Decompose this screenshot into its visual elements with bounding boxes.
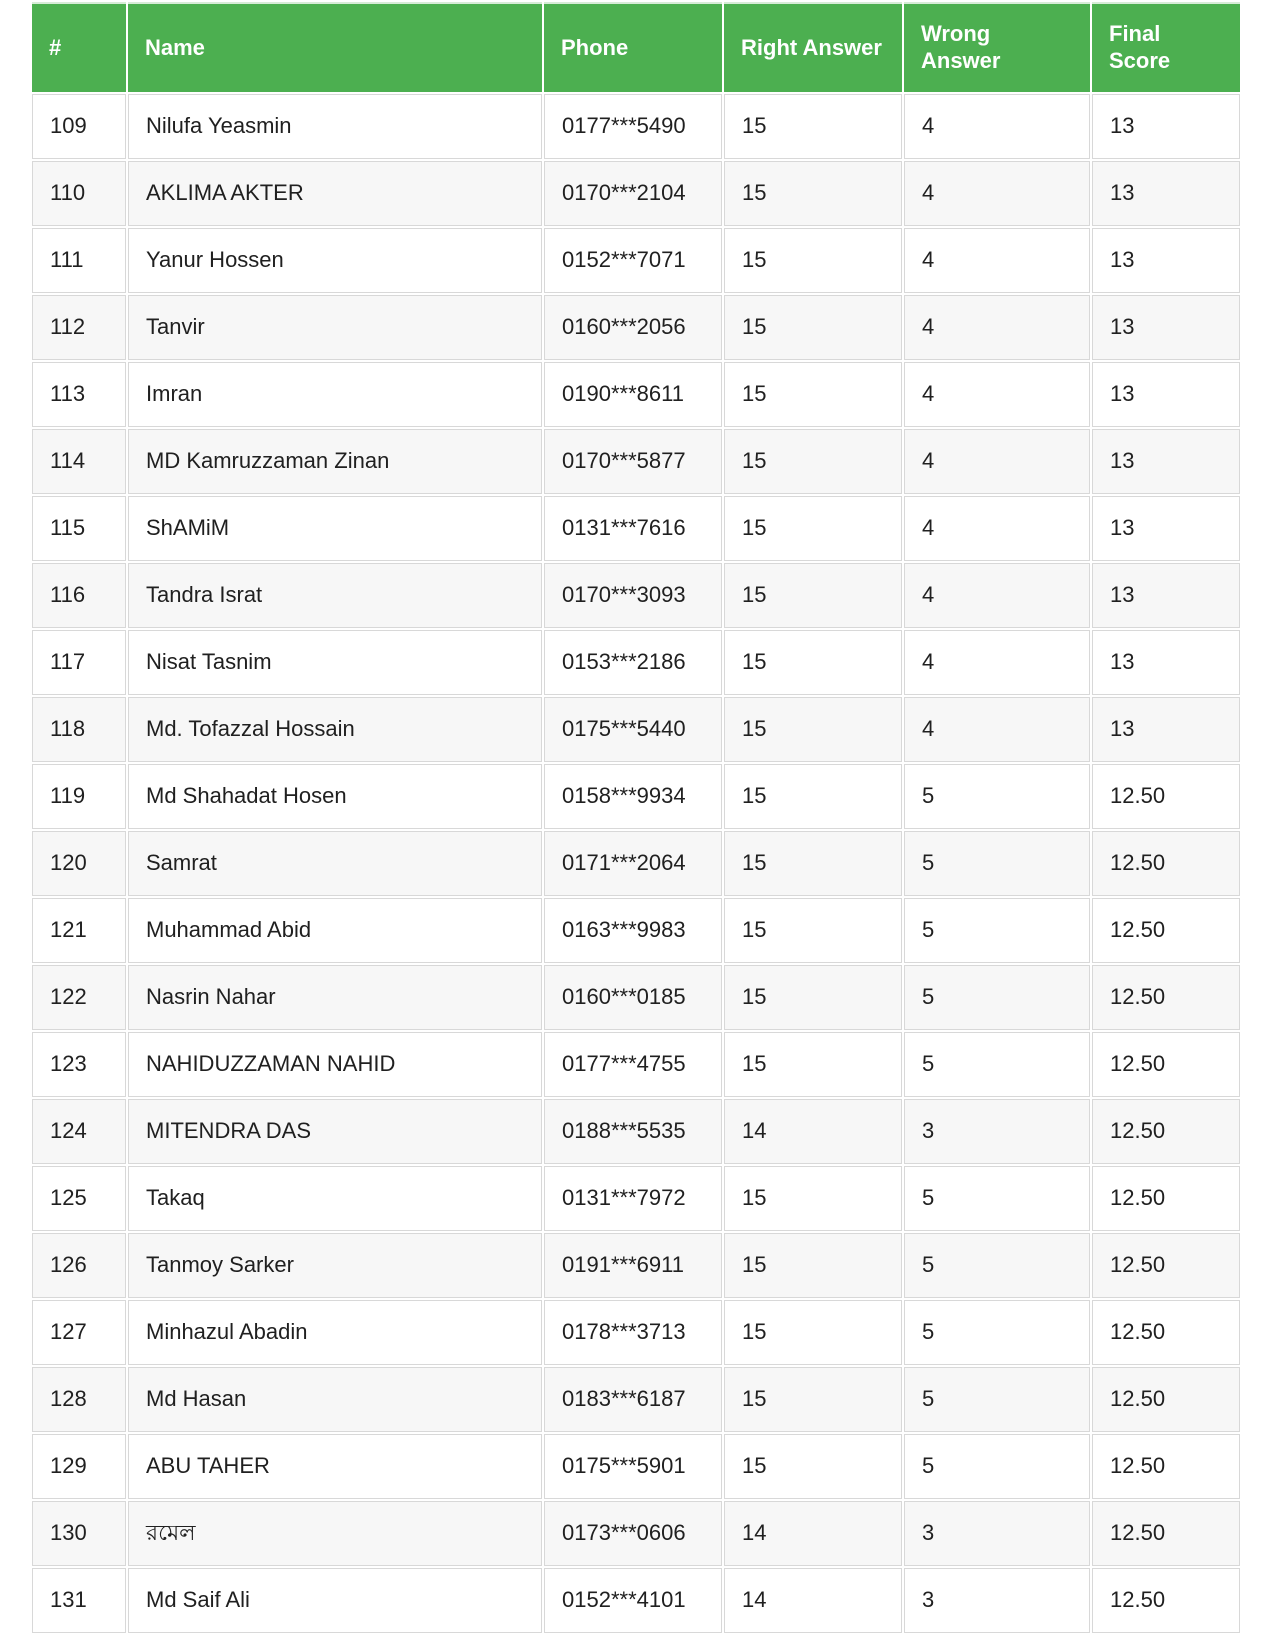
cell-right-answer: 14	[724, 1568, 902, 1633]
cell-name: Nasrin Nahar	[128, 965, 542, 1030]
table-row	[32, 295, 1240, 360]
cell-final-score: 12.50	[1092, 965, 1240, 1030]
table-row	[32, 228, 1240, 293]
cell-final-score: 13	[1092, 228, 1240, 293]
cell-right-answer: 15	[724, 228, 902, 293]
cell-wrong-answer: 3	[904, 1501, 1090, 1566]
cell-index: 127	[32, 1300, 126, 1365]
table-row	[32, 1367, 1240, 1432]
cell-name: Yanur Hossen	[128, 228, 542, 293]
cell-phone: 0152***7071	[544, 228, 722, 293]
table-row	[32, 94, 1240, 159]
table-row	[32, 764, 1240, 829]
cell-final-score: 13	[1092, 295, 1240, 360]
cell-final-score: 12.50	[1092, 1367, 1240, 1432]
cell-name: Muhammad Abid	[128, 898, 542, 963]
cell-final-score: 12.50	[1092, 831, 1240, 896]
cell-index: 113	[32, 362, 126, 427]
cell-name: রমেল	[128, 1501, 542, 1566]
cell-name: MD Kamruzzaman Zinan	[128, 429, 542, 494]
cell-index: 126	[32, 1233, 126, 1298]
cell-wrong-answer: 4	[904, 496, 1090, 561]
table-row	[32, 965, 1240, 1030]
cell-final-score: 12.50	[1092, 1300, 1240, 1365]
table-row	[32, 1099, 1240, 1164]
cell-index: 116	[32, 563, 126, 628]
cell-right-answer: 14	[724, 1099, 902, 1164]
cell-phone: 0175***5901	[544, 1434, 722, 1499]
column-header-final-score: Final Score	[1092, 2, 1240, 92]
cell-name: Nilufa Yeasmin	[128, 94, 542, 159]
cell-index: 115	[32, 496, 126, 561]
table-row	[32, 1233, 1240, 1298]
cell-final-score: 13	[1092, 496, 1240, 561]
table-row	[32, 898, 1240, 963]
table-row	[32, 1032, 1240, 1097]
cell-phone: 0173***0606	[544, 1501, 722, 1566]
cell-final-score: 12.50	[1092, 1434, 1240, 1499]
cell-final-score: 12.50	[1092, 764, 1240, 829]
cell-phone: 0171***2064	[544, 831, 722, 896]
cell-phone: 0177***4755	[544, 1032, 722, 1097]
table-row	[32, 831, 1240, 896]
cell-final-score: 13	[1092, 429, 1240, 494]
table-row	[32, 1166, 1240, 1231]
cell-wrong-answer: 4	[904, 228, 1090, 293]
cell-index: 120	[32, 831, 126, 896]
cell-index: 130	[32, 1501, 126, 1566]
cell-name: Imran	[128, 362, 542, 427]
cell-final-score: 12.50	[1092, 1501, 1240, 1566]
column-header-phone: Phone	[544, 2, 722, 92]
cell-name: Tandra Israt	[128, 563, 542, 628]
cell-wrong-answer: 5	[904, 1434, 1090, 1499]
cell-phone: 0158***9934	[544, 764, 722, 829]
cell-wrong-answer: 4	[904, 697, 1090, 762]
table-row	[32, 1300, 1240, 1365]
cell-index: 110	[32, 161, 126, 226]
cell-wrong-answer: 5	[904, 965, 1090, 1030]
cell-index: 119	[32, 764, 126, 829]
cell-index: 131	[32, 1568, 126, 1633]
cell-index: 121	[32, 898, 126, 963]
cell-final-score: 13	[1092, 94, 1240, 159]
cell-final-score: 13	[1092, 161, 1240, 226]
cell-right-answer: 15	[724, 429, 902, 494]
table-row	[32, 362, 1240, 427]
cell-phone: 0170***5877	[544, 429, 722, 494]
cell-phone: 0163***9983	[544, 898, 722, 963]
cell-name: ShAMiM	[128, 496, 542, 561]
cell-final-score: 13	[1092, 630, 1240, 695]
cell-wrong-answer: 4	[904, 94, 1090, 159]
cell-right-answer: 15	[724, 295, 902, 360]
cell-phone: 0160***2056	[544, 295, 722, 360]
cell-index: 123	[32, 1032, 126, 1097]
cell-right-answer: 15	[724, 94, 902, 159]
cell-name: Takaq	[128, 1166, 542, 1231]
cell-index: 122	[32, 965, 126, 1030]
cell-final-score: 12.50	[1092, 1099, 1240, 1164]
cell-index: 111	[32, 228, 126, 293]
cell-final-score: 12.50	[1092, 1166, 1240, 1231]
cell-wrong-answer: 5	[904, 1233, 1090, 1298]
cell-right-answer: 15	[724, 965, 902, 1030]
cell-name: Minhazul Abadin	[128, 1300, 542, 1365]
cell-wrong-answer: 5	[904, 1032, 1090, 1097]
cell-name: AKLIMA AKTER	[128, 161, 542, 226]
cell-right-answer: 15	[724, 630, 902, 695]
cell-wrong-answer: 4	[904, 161, 1090, 226]
cell-wrong-answer: 4	[904, 429, 1090, 494]
cell-wrong-answer: 3	[904, 1568, 1090, 1633]
cell-wrong-answer: 5	[904, 1367, 1090, 1432]
cell-right-answer: 15	[724, 563, 902, 628]
cell-phone: 0170***2104	[544, 161, 722, 226]
cell-right-answer: 15	[724, 1032, 902, 1097]
cell-right-answer: 15	[724, 1367, 902, 1432]
cell-name: Tanvir	[128, 295, 542, 360]
cell-final-score: 12.50	[1092, 1233, 1240, 1298]
cell-phone: 0190***8611	[544, 362, 722, 427]
cell-wrong-answer: 4	[904, 630, 1090, 695]
cell-name: Tanmoy Sarker	[128, 1233, 542, 1298]
cell-final-score: 12.50	[1092, 1568, 1240, 1633]
cell-final-score: 12.50	[1092, 1032, 1240, 1097]
cell-name: Md Saif Ali	[128, 1568, 542, 1633]
cell-name: Samrat	[128, 831, 542, 896]
cell-right-answer: 15	[724, 898, 902, 963]
table-body	[32, 94, 1240, 1633]
cell-right-answer: 15	[724, 697, 902, 762]
table-row	[32, 1501, 1240, 1566]
cell-index: 114	[32, 429, 126, 494]
table-row	[32, 429, 1240, 494]
column-header-right-answer: Right Answer	[724, 2, 902, 92]
column-header-index: #	[32, 2, 126, 92]
cell-index: 112	[32, 295, 126, 360]
cell-right-answer: 15	[724, 161, 902, 226]
cell-right-answer: 15	[724, 1300, 902, 1365]
cell-index: 128	[32, 1367, 126, 1432]
cell-name: Md. Tofazzal Hossain	[128, 697, 542, 762]
cell-phone: 0131***7616	[544, 496, 722, 561]
table-row	[32, 1434, 1240, 1499]
cell-wrong-answer: 4	[904, 362, 1090, 427]
cell-phone: 0152***4101	[544, 1568, 722, 1633]
cell-name: ABU TAHER	[128, 1434, 542, 1499]
cell-wrong-answer: 4	[904, 563, 1090, 628]
cell-right-answer: 15	[724, 496, 902, 561]
cell-index: 125	[32, 1166, 126, 1231]
cell-index: 109	[32, 94, 126, 159]
cell-final-score: 13	[1092, 697, 1240, 762]
cell-right-answer: 15	[724, 1166, 902, 1231]
cell-phone: 0131***7972	[544, 1166, 722, 1231]
cell-phone: 0188***5535	[544, 1099, 722, 1164]
cell-final-score: 12.50	[1092, 898, 1240, 963]
table-row	[32, 161, 1240, 226]
cell-right-answer: 15	[724, 831, 902, 896]
cell-wrong-answer: 5	[904, 764, 1090, 829]
cell-index: 117	[32, 630, 126, 695]
cell-name: MITENDRA DAS	[128, 1099, 542, 1164]
cell-right-answer: 15	[724, 764, 902, 829]
cell-wrong-answer: 5	[904, 898, 1090, 963]
cell-phone: 0160***0185	[544, 965, 722, 1030]
cell-name: NAHIDUZZAMAN NAHID	[128, 1032, 542, 1097]
cell-wrong-answer: 3	[904, 1099, 1090, 1164]
table-row	[32, 563, 1240, 628]
column-header-wrong-answer: Wrong Answer	[904, 2, 1090, 92]
cell-name: Md Shahadat Hosen	[128, 764, 542, 829]
cell-name: Nisat Tasnim	[128, 630, 542, 695]
cell-phone: 0183***6187	[544, 1367, 722, 1432]
cell-wrong-answer: 5	[904, 831, 1090, 896]
cell-phone: 0178***3713	[544, 1300, 722, 1365]
cell-index: 124	[32, 1099, 126, 1164]
cell-phone: 0177***5490	[544, 94, 722, 159]
cell-name: Md Hasan	[128, 1367, 542, 1432]
cell-right-answer: 15	[724, 1434, 902, 1499]
cell-final-score: 13	[1092, 563, 1240, 628]
table-row	[32, 496, 1240, 561]
results-table	[30, 0, 1242, 1635]
table-row	[32, 1568, 1240, 1633]
column-header-name: Name	[128, 2, 542, 92]
cell-right-answer: 14	[724, 1501, 902, 1566]
cell-phone: 0191***6911	[544, 1233, 722, 1298]
cell-wrong-answer: 4	[904, 295, 1090, 360]
table-row	[32, 697, 1240, 762]
cell-right-answer: 15	[724, 362, 902, 427]
table-row	[32, 630, 1240, 695]
cell-wrong-answer: 5	[904, 1300, 1090, 1365]
cell-index: 118	[32, 697, 126, 762]
cell-right-answer: 15	[724, 1233, 902, 1298]
cell-phone: 0175***5440	[544, 697, 722, 762]
table-header-row	[32, 2, 1240, 92]
cell-final-score: 13	[1092, 362, 1240, 427]
cell-index: 129	[32, 1434, 126, 1499]
cell-phone: 0170***3093	[544, 563, 722, 628]
cell-phone: 0153***2186	[544, 630, 722, 695]
cell-wrong-answer: 5	[904, 1166, 1090, 1231]
